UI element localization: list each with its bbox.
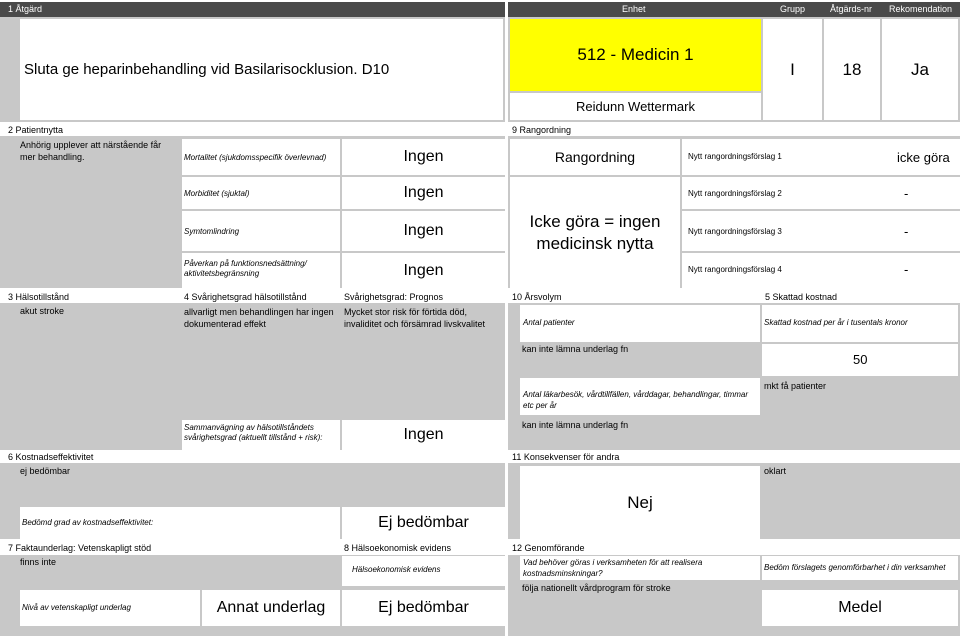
section-skattad-kostnad-title: 5 Skattad kostnad <box>765 292 838 302</box>
header-bar-right <box>508 2 960 17</box>
niva-label: Nivå av vetenskapligt underlag <box>22 603 131 612</box>
symtomlindring-value: Ingen <box>403 222 444 239</box>
rekomendation-value-cell <box>882 19 958 120</box>
antal-besok-label: Antal läkarbesök, vårdtillfällen, vårddagar, behandlingar, timmar etc per år <box>523 390 749 410</box>
halsoekonomisk-value-cell <box>342 590 505 626</box>
header-bar-atgard <box>0 2 505 17</box>
antal-patienter-value: kan inte lämna underlag fn <box>522 344 629 354</box>
funktion-label: Påverkan på funktionsnedsättning/ aktivitetsbegränsning <box>184 259 307 278</box>
forslag-2-value: - <box>904 186 909 201</box>
morbiditet-label: Morbiditet (sjuktal) <box>184 189 250 198</box>
grupp-value: I <box>790 59 795 79</box>
forslag-3-label: Nytt rangordningsförslag 3 <box>688 227 782 236</box>
rangordning-main-value: Icke göra = ingen medicinsk nytta <box>529 211 661 253</box>
niva-value: Annat underlag <box>216 599 326 616</box>
halsotillstand-value: akut stroke <box>20 306 65 316</box>
kostnadseffektivitet-grad-label: Bedömd grad av kostnadseffektivitet: <box>22 518 154 527</box>
antal-patienter-label: Antal patienter <box>523 318 575 327</box>
niva-value-cell <box>202 590 340 626</box>
faktaunderlag-value: finns inte <box>20 557 57 567</box>
column-enhet: Enhet <box>622 4 646 14</box>
symtomlindring-label: Symtomlindring <box>184 227 240 236</box>
morbiditet-value-cell <box>342 177 505 209</box>
genomforande-question: Vad behöver göras i verksamheten för att realisera kostnadsminskningar? <box>523 558 703 578</box>
mortalitet-label: Mortalitet (sjukdomsspecifik överlevnad) <box>184 153 327 162</box>
morbiditet-value: Ingen <box>403 184 444 201</box>
konsekvenser-answer: Nej <box>627 492 653 512</box>
section-arsvolym-title: 10 Årsvolym <box>512 292 562 302</box>
section-atgard-title: 1 Åtgärd <box>8 4 43 14</box>
genomforande-answer: följa nationellt vårdprogram för stroke <box>522 583 671 593</box>
rangordning-label: Rangordning <box>554 149 636 165</box>
forslag-4-value: - <box>904 262 909 277</box>
konsekvenser-value: oklart <box>764 466 787 476</box>
genomforande-bedom-value-cell <box>762 590 958 626</box>
enhet-value: 512 - Medicin 1 <box>577 45 694 64</box>
atgards-nr-value: 18 <box>842 59 862 79</box>
section-svarighetsgrad-title: 4 Svårighetsgrad hälsotillstånd <box>184 292 307 302</box>
mortalitet-value: Ingen <box>403 148 444 165</box>
konsekvenser-answer-cell <box>520 466 760 539</box>
genomforande-bedom-value: Medel <box>838 599 882 616</box>
sammanvagning-value-cell <box>342 420 505 450</box>
section-genomforande-title: 12 Genomförande <box>512 543 585 553</box>
column-rekomendation: Rekomendation <box>889 4 953 14</box>
kostnadseffektivitet-value: ej bedömbar <box>20 466 71 476</box>
enhet-value-cell <box>510 19 761 91</box>
antal-besok-value: kan inte lämna underlag fn <box>522 420 629 430</box>
rangordning-main-cell <box>510 177 680 288</box>
grupp-value-cell <box>763 19 822 120</box>
section-konsekvenser-title: 11 Konsekvenser för andra <box>512 452 620 462</box>
kostnadseffektivitet-grad-value-cell <box>342 507 505 539</box>
symtomlindring-value-cell <box>342 211 505 251</box>
atgards-nr-value-cell <box>824 19 880 120</box>
mortalitet-value-cell <box>342 139 505 175</box>
section-patientnytta-title: 2 Patientnytta <box>8 125 64 135</box>
patientnytta-description: Anhörig upplever att närstående får mer behandling. <box>20 140 162 162</box>
halsoekonomisk-value: Ej bedömbar <box>378 599 469 616</box>
forslag-1-value: icke göra <box>897 150 950 165</box>
halsoekonomisk-label: Hälsoekonomisk evidens <box>352 565 441 574</box>
section-rangordning-title: 9 Rangordning <box>512 125 572 135</box>
sammanvagning-label: Sammanvägning av hälsotillståndets svårighetsgrad (aktuellt tillstånd + risk): <box>184 423 323 442</box>
person-cell <box>510 93 761 120</box>
prognos-value: Mycket stor risk för förtida död, invaliditet och försämrad livskvalitet <box>344 307 486 329</box>
kostnadseffektivitet-grad-value: Ej bedömbar <box>378 514 469 531</box>
forslag-2-label: Nytt rangordningsförslag 2 <box>688 189 782 198</box>
funktion-value-cell <box>342 253 505 288</box>
genomforande-bedom-label: Bedöm förslagets genomförbarhet i din verksamhet <box>764 563 946 572</box>
forslag-4-label: Nytt rangordningsförslag 4 <box>688 265 782 274</box>
section-halsoekonomisk-title: 8 Hälsoekonomisk evidens <box>344 543 452 553</box>
section-faktaunderlag-title: 7 Faktaunderlag: Vetenskapligt stöd <box>8 543 152 553</box>
rekomendation-value: Ja <box>911 59 929 79</box>
sammanvagning-value: Ingen <box>403 426 444 443</box>
column-atgards-nr: Åtgärds-nr <box>830 4 873 14</box>
skattad-kostnad-note: mkt få patienter <box>764 381 827 391</box>
section-kostnadseffektivitet-title: 6 Kostnadseffektivitet <box>8 452 94 462</box>
column-grupp: Grupp <box>780 4 806 14</box>
skattad-kostnad-value: 50 <box>853 352 868 367</box>
atgard-title: Sluta ge heparinbehandling vid Basilarisocklusion. D10 <box>24 61 390 78</box>
forslag-1-label: Nytt rangordningsförslag 1 <box>688 152 782 161</box>
rangordning-label-cell <box>510 139 680 175</box>
skattad-kostnad-label: Skattad kostnad per år i tusentals kronor <box>764 318 908 327</box>
forslag-3-value: - <box>904 224 909 239</box>
section-halsotillstand-title: 3 Hälsotillstånd <box>8 292 70 302</box>
person-name: Reidunn Wettermark <box>576 99 695 114</box>
section-prognos-title: Svårighetsgrad: Prognos <box>344 292 444 302</box>
svarighetsgrad-value: allvarligt men behandlingen har ingen dokumenterad effekt <box>184 307 334 329</box>
funktion-value: Ingen <box>403 261 444 279</box>
